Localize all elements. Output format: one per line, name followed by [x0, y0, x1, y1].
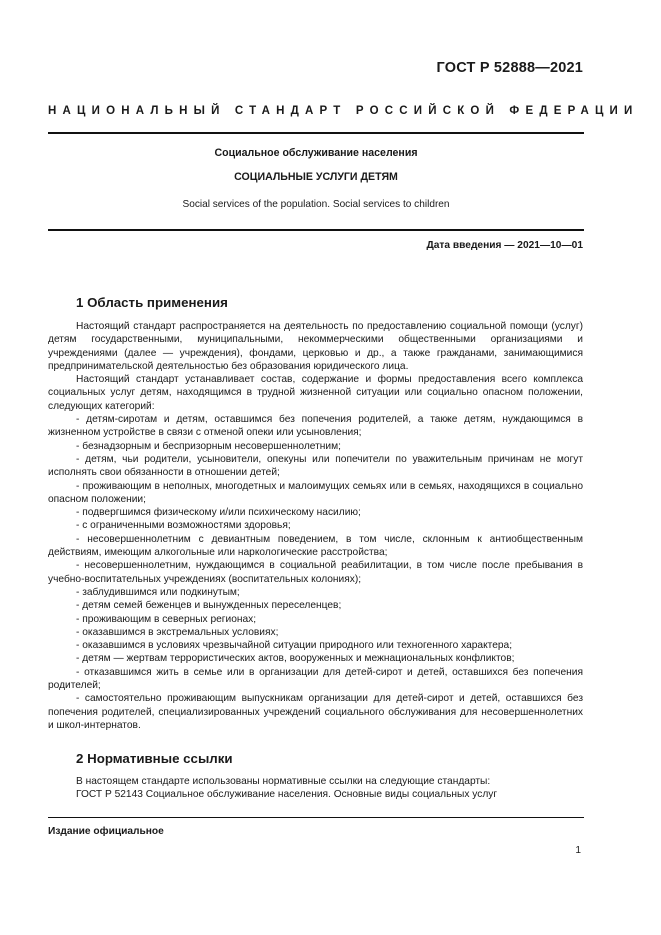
- list-item: - с ограниченными возможностями здоровья;: [76, 520, 291, 532]
- page-number: 1: [575, 845, 581, 856]
- list-item: - подвергшимся физическому и/или психическому насилию;: [76, 507, 361, 519]
- section-heading-scope: 1 Область применения: [76, 295, 228, 310]
- paragraph: Настоящий стандарт распространяется на деятельность по предоставлению социальной помощи (услуг) детям государственными, муниципальными, некоммерческими общественными организациями и учреждениями (далее — учреждения), фондами, церковью и др., а также гражданами, занимающимися предпринимательской деятельностью без образования юридического лица.: [48, 321, 583, 372]
- paragraph: В настоящем стандарте использованы нормативные ссылки на следующие стандарты:: [76, 776, 491, 787]
- divider-footer: [48, 817, 584, 818]
- list-item: - несовершеннолетним с девиантным поведением, в том числе, склонным к антиобщественным действиям, имеющим алкогольные или наркологические расстройства;: [48, 533, 583, 559]
- list-item: - детям — жертвам террористических актов, вооруженных и межнациональных конфликтов;: [76, 653, 515, 665]
- section-heading-references: 2 Нормативные ссылки: [76, 751, 233, 766]
- document-title: СОЦИАЛЬНЫЕ УСЛУГИ ДЕТЯМ: [234, 171, 398, 183]
- reference-item: ГОСТ Р 52143 Социальное обслуживание населения. Основные виды социальных услуг: [76, 789, 498, 801]
- references-body: [48, 775, 583, 802]
- divider-top: [48, 132, 584, 134]
- standard-number: ГОСТ Р 52888—2021: [436, 60, 583, 76]
- english-title: Social services of the population. Social services to children: [182, 199, 450, 210]
- introduction-date: Дата введения — 2021—10—01: [426, 240, 583, 251]
- scope-body: [48, 320, 583, 732]
- group-title: Социальное обслуживание населения: [214, 147, 418, 159]
- list-item: - самостоятельно проживающим выпускникам организации для детей-сирот и детей, оставшихся без попечения родителей, специализированных учреждений социального обслуживания для несовершеннолетних и школ-интернатов.: [48, 693, 583, 731]
- national-standard-banner: НАЦИОНАЛЬНЫЙ СТАНДАРТ РОССИЙСКОЙ ФЕДЕРАЦИИ: [48, 105, 639, 117]
- list-item: - безнадзорным и беспризорным несовершеннолетним;: [76, 440, 341, 452]
- list-item: - проживающим в неполных, многодетных и малоимущих семьях или в семьях, находящихся в социально опасном положении;: [48, 480, 583, 505]
- list-item: - оказавшимся в экстремальных условиях;: [76, 626, 279, 638]
- list-item: - проживающим в северных регионах;: [76, 613, 257, 625]
- list-item: - детям семей беженцев и вынужденных переселенцев;: [76, 600, 342, 612]
- divider-title: [48, 229, 584, 231]
- list-item: - заблудившимся или подкинутым;: [76, 586, 240, 598]
- paragraph: Настоящий стандарт устанавливает состав, содержание и формы предоставления всего комплекса социальных услуг детям, находящимся в трудной жизненной ситуации или социально опасном положении, следующих категорий:: [48, 374, 583, 412]
- list-item: - детям-сиротам и детям, оставшимся без попечения родителей, а также детям, нуждающимся в жизненном устройстве в связи с отменой опеки или усыновления;: [48, 414, 583, 439]
- edition-label: Издание официальное: [48, 826, 164, 837]
- list-item: - отказавшимся жить в семье или в организации для детей-сирот и детей, оставшихся без попечения родителей;: [48, 666, 583, 692]
- list-item: - детям, чьи родители, усыновители, опекуны или попечители по уважительным причинам не могут исполнять свои обязанности в отношении детей;: [48, 453, 583, 479]
- list-item: - несовершеннолетним, нуждающимся в социальной реабилитации, в том числе после пребывания в учебно-воспитательных учреждениях (воспитательных колониях);: [48, 560, 583, 585]
- list-item: - оказавшимся в условиях чрезвычайной ситуации природного или техногенного характера;: [76, 640, 513, 652]
